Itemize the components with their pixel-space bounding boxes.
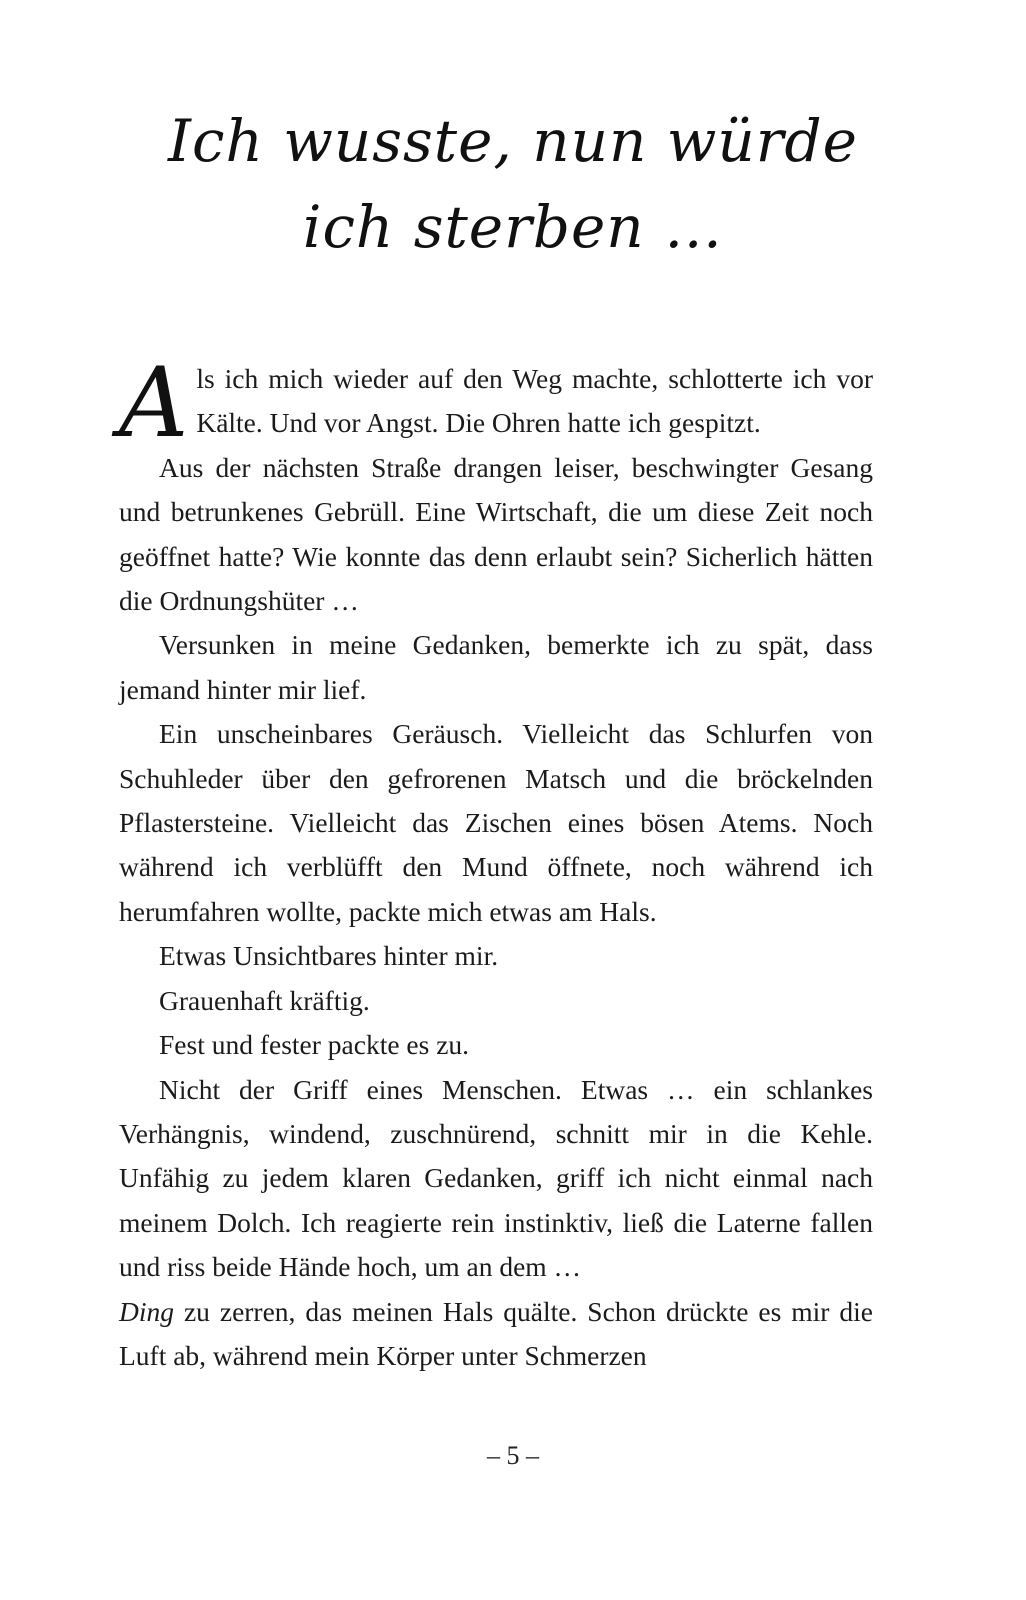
paragraph-5: Etwas Unsichtbares hinter mir. — [159, 940, 499, 972]
chapter-title-line-2: ich sterben … — [302, 193, 724, 261]
paragraph-4: Ein unscheinbares Geräusch. Vielleicht das Schlurfen von Schuhleder über den gefrorenen Matsch und die bröckelnden Pflastersteine. Vielleicht das Zischen eines bösen Atems. Noch während ich verblüfft den Mund öffnete, noch während ich herumfahren wollte, packte mich etwas am Hals. — [119, 718, 873, 927]
paragraph-2: Aus der nächsten Straße drangen leiser, beschwingter Gesang und betrunkenes Gebrüll. Eine Wirtschaft, die um diese Zeit noch geöffnet hatte? Wie konnte das denn erlaubt sein? Sicherlich hätten die Ordnungshüter … — [119, 451, 873, 617]
paragraph-9 — [119, 1290, 873, 1379]
italic-word-ding: Ding — [119, 1295, 174, 1327]
page-number: – 5 – — [487, 1441, 539, 1470]
paragraph-8: Nicht der Griff eines Menschen. Etwas … ein schlankes Verhängnis, windend, zuschnürend, schnitt mir in die Kehle. Unfähig zu jedem klaren Gedanken, griff ich nicht einmal nach meinem Dolch. Ich reagierte rein instinktiv, ließ die Laterne fallen und riss beide Hände hoch, um an dem … — [119, 1073, 873, 1283]
paragraph-7: Fest und fester packte es zu. — [159, 1029, 470, 1061]
drop-cap-letter: A — [119, 347, 189, 459]
paragraph-9-text: zu zerren, das meinen Hals quälte. Schon drückte es mir die Luft ab, während mein Körper unter Schmerzen — [119, 1295, 873, 1371]
paragraph-1 — [119, 347, 873, 459]
chapter-title — [0, 98, 1026, 270]
paragraph-3: Versunken in meine Gedanken, bemerkte ich zu spät, dass jemand hinter mir lief. — [119, 629, 873, 705]
body-text — [119, 347, 873, 1378]
paragraph-1-text: ls ich mich wieder auf den Weg machte, schlotterte ich vor Kälte. Und vor Angst. Die Ohren hatte ich gespitzt. — [196, 363, 873, 439]
chapter-title-line-1: Ich wusste, nun würde — [168, 107, 858, 175]
paragraph-6: Grauenhaft kräftig. — [159, 984, 370, 1016]
